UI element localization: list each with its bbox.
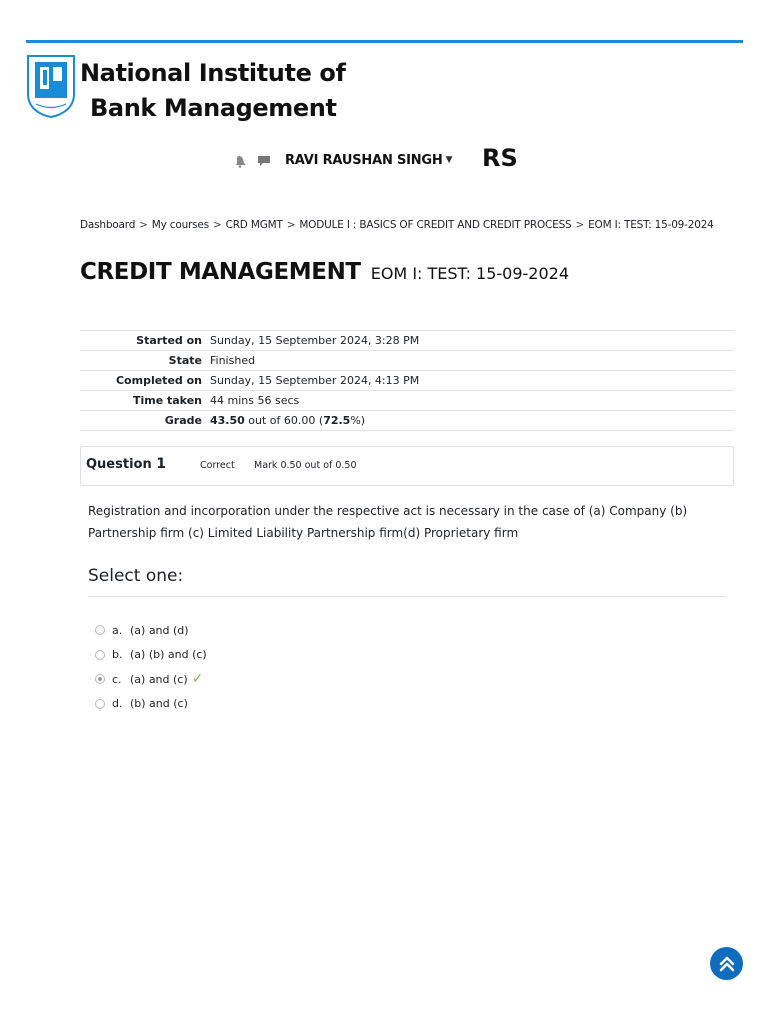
user-menu[interactable] bbox=[233, 146, 453, 174]
radio-button[interactable] bbox=[95, 699, 105, 709]
back-to-top-button[interactable] bbox=[710, 947, 743, 980]
chevron-right-icon: > bbox=[575, 219, 585, 231]
breadcrumb-my-courses[interactable]: My courses bbox=[151, 219, 209, 231]
brand-line-1: National Institute of bbox=[80, 59, 346, 87]
breadcrumb-module[interactable]: MODULE I : BASICS OF CREDIT AND CREDIT PROCESS bbox=[299, 219, 572, 231]
user-avatar-initials[interactable]: RS bbox=[482, 144, 518, 172]
option-letter: a. bbox=[112, 623, 123, 637]
radio-button[interactable] bbox=[95, 650, 105, 660]
summary-row bbox=[80, 371, 734, 391]
user-name[interactable]: RAVI RAUSHAN SINGH bbox=[285, 152, 443, 168]
breadcrumb-dashboard[interactable]: Dashboard bbox=[80, 219, 136, 231]
summary-value: 44 mins 56 secs bbox=[206, 391, 734, 411]
select-one-prompt: Select one: bbox=[88, 566, 184, 586]
breadcrumb-test[interactable]: EOM I: TEST: 15-09-2024 bbox=[588, 219, 714, 231]
grade-value bbox=[206, 411, 734, 431]
summary-value: Sunday, 15 September 2024, 3:28 PM bbox=[206, 331, 734, 351]
radio-button[interactable] bbox=[95, 625, 105, 635]
option-letter: d. bbox=[112, 697, 123, 711]
answer-option-d[interactable] bbox=[95, 692, 207, 717]
breadcrumb-course[interactable]: CRD MGMT bbox=[225, 219, 283, 231]
answer-options bbox=[95, 618, 207, 716]
caret-down-icon[interactable]: ▼ bbox=[445, 155, 453, 165]
option-text: (b) and (c) bbox=[130, 697, 188, 711]
chat-bubble-icon[interactable] bbox=[257, 153, 271, 167]
summary-label: Completed on bbox=[80, 371, 206, 391]
question-state: Correct bbox=[200, 460, 235, 471]
brand-name bbox=[80, 56, 346, 126]
summary-row bbox=[80, 391, 734, 411]
summary-label: Started on bbox=[80, 331, 206, 351]
brand-line-2: Bank Management bbox=[90, 94, 337, 122]
breadcrumb bbox=[80, 219, 714, 231]
summary-row bbox=[80, 351, 734, 371]
page-title bbox=[80, 259, 569, 285]
attempt-summary-table bbox=[80, 330, 734, 431]
grade-out-of: out of 60.00 ( bbox=[244, 414, 324, 427]
divider bbox=[88, 596, 726, 597]
question-text: Registration and incorporation under the respective act is necessary in the case of (a) Company (b) Partnership firm (c) Limited Liability Partnership firm(d) Proprietary firm bbox=[88, 504, 688, 540]
radio-button-selected[interactable] bbox=[95, 674, 105, 684]
question-info-box bbox=[80, 446, 734, 486]
question-number-value: 1 bbox=[156, 456, 166, 472]
option-text: (a) and (d) bbox=[130, 623, 189, 637]
option-text: (a) (b) and (c) bbox=[130, 648, 207, 662]
summary-row bbox=[80, 331, 734, 351]
grade-suffix: %) bbox=[350, 414, 366, 427]
chevron-right-icon: > bbox=[212, 219, 222, 231]
question-mark: Mark 0.50 out of 0.50 bbox=[254, 460, 357, 471]
chevron-right-icon: > bbox=[286, 219, 296, 231]
header-accent-line bbox=[26, 40, 743, 43]
grade-label: Grade bbox=[80, 411, 206, 431]
course-title: CREDIT MANAGEMENT bbox=[80, 259, 361, 285]
nibm-logo[interactable] bbox=[26, 54, 76, 118]
option-letter: c. bbox=[112, 672, 122, 686]
test-title: EOM I: TEST: 15-09-2024 bbox=[370, 264, 570, 283]
summary-row-grade bbox=[80, 411, 734, 431]
grade-percent: 72.5 bbox=[323, 414, 351, 427]
option-text: (a) and (c) bbox=[130, 672, 188, 686]
grade-score: 43.50 bbox=[210, 414, 245, 427]
summary-label: State bbox=[80, 351, 206, 371]
answer-option-b[interactable] bbox=[95, 643, 207, 668]
summary-label: Time taken bbox=[80, 391, 206, 411]
summary-value: Finished bbox=[206, 351, 734, 371]
question-number bbox=[86, 456, 166, 472]
bell-icon[interactable] bbox=[233, 153, 247, 167]
chevron-up-icon bbox=[718, 955, 736, 973]
answer-option-c[interactable] bbox=[95, 667, 207, 692]
question-label: Question bbox=[86, 457, 152, 472]
chevron-right-icon: > bbox=[139, 219, 148, 231]
answer-option-a[interactable] bbox=[95, 618, 207, 643]
summary-value: Sunday, 15 September 2024, 4:13 PM bbox=[206, 371, 734, 391]
correct-check-icon: ✓ bbox=[191, 671, 204, 688]
option-letter: b. bbox=[112, 648, 123, 662]
